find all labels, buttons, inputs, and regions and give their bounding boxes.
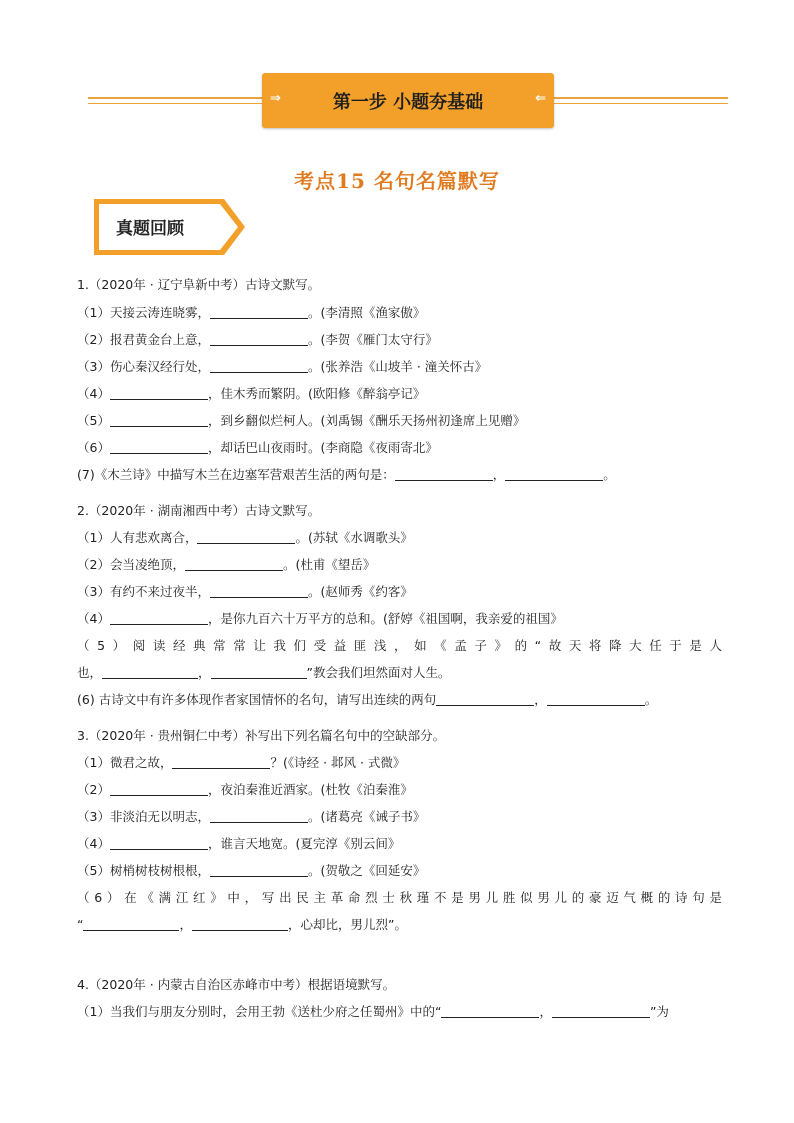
item-text: “ <box>77 917 84 932</box>
item-text: 报君黄金台上意， <box>109 332 210 347</box>
item-text: ， <box>198 665 211 680</box>
item-text: 。(诸葛亮《诫子书》 <box>307 809 426 824</box>
section-tag <box>92 197 247 257</box>
item-text: 在《满江红》中，写出民主革命烈士秋瑾不是男儿胜似男儿的豪迈气概的诗句是 <box>124 890 722 905</box>
item-text: ，心却比，男儿烈”。 <box>288 917 407 932</box>
answer-blank[interactable] <box>192 917 288 931</box>
question-3-item-6-line-2 <box>77 915 407 933</box>
page-title: 考点15 名句名篇默写 <box>294 169 500 193</box>
item-number: (6) <box>77 692 95 707</box>
item-text: 。(贺敬之《回延安》 <box>307 863 426 878</box>
right-arrow-icon: ⇒ <box>270 91 281 106</box>
banner-rule-right <box>552 97 728 99</box>
item-number: （5） <box>77 638 133 653</box>
left-arrow-icon: ⇐ <box>535 91 546 106</box>
question-2-item-5-line-2 <box>77 663 451 681</box>
answer-blank[interactable] <box>441 1004 539 1018</box>
item-text: ，谁言天地宽。(夏完淳《别云间》 <box>207 836 401 851</box>
question-2-item-6 <box>77 690 657 708</box>
answer-blank[interactable] <box>197 530 295 544</box>
item-number: （2） <box>77 557 110 572</box>
item-text: ， <box>539 1004 552 1019</box>
item-text: 。(李贺《雁门太守行》 <box>307 332 438 347</box>
answer-blank[interactable] <box>395 467 493 481</box>
banner-rule-right-thin <box>552 103 728 104</box>
answer-blank[interactable] <box>83 917 179 931</box>
item-number: （3） <box>77 359 110 374</box>
item-text: ”为 <box>649 1004 669 1019</box>
answer-blank[interactable] <box>211 665 307 679</box>
question-1-item-2 <box>77 330 438 348</box>
item-number: （6） <box>77 440 110 455</box>
item-text: 会当凌绝顶， <box>109 557 185 572</box>
question-4-item-1 <box>77 1002 669 1020</box>
item-text: 伤心秦汉经行处， <box>109 359 210 374</box>
item-number: （4） <box>77 611 110 626</box>
item-text: 非淡泊无以明志， <box>109 809 210 824</box>
item-text: 。(张养浩《山坡羊 · 潼关怀古》 <box>307 359 488 374</box>
question-1-item-7 <box>77 465 616 483</box>
item-text: 微君之故， <box>109 755 173 770</box>
question-3-header: 3.（2020年 · 贵州铜仁中考）补写出下列名篇名句中的空缺部分。 <box>77 728 446 743</box>
item-text: ， <box>179 917 192 932</box>
banner-rule-left-thin <box>88 103 264 104</box>
answer-blank[interactable] <box>110 440 208 454</box>
item-number: （3） <box>77 584 110 599</box>
question-3-item-5 <box>77 861 425 879</box>
item-number: （2） <box>77 332 110 347</box>
question-2-item-5-line-1 <box>77 636 722 654</box>
item-number: （4） <box>77 836 110 851</box>
item-text: 有约不来过夜半， <box>109 584 210 599</box>
answer-blank[interactable] <box>210 305 308 319</box>
item-number: （6） <box>77 890 125 905</box>
item-text: 。(苏轼《水调歌头》 <box>295 530 413 545</box>
item-text: ，是你九百六十万平方的总和。(舒婷《祖国啊，我亲爱的祖国》 <box>207 611 563 626</box>
answer-blank[interactable] <box>505 467 603 481</box>
question-1-item-6 <box>77 438 438 456</box>
answer-blank[interactable] <box>102 665 198 679</box>
question-4-header: 4.（2020年 · 内蒙古自治区赤峰市中考）根据语境默写。 <box>77 977 396 992</box>
item-text: 。 <box>644 692 658 707</box>
banner-rule-left <box>88 97 264 99</box>
item-number: （3） <box>77 809 110 824</box>
item-text: 。 <box>603 467 616 482</box>
item-text: ？(《诗经 · 邶风 · 式微》 <box>270 755 406 770</box>
item-number: （1） <box>77 305 110 320</box>
item-text: ，却话巴山夜雨时。(李商隐《夜雨寄北》 <box>207 440 438 455</box>
item-text: 当我们与朋友分别时，会用王勃《送杜少府之任蜀州》中的“ <box>109 1004 442 1019</box>
banner <box>262 73 554 128</box>
item-text: 。(杜甫《望岳》 <box>282 557 376 572</box>
item-text: ， <box>534 692 547 707</box>
question-3-item-6-line-1 <box>77 888 722 906</box>
item-text: 。(李清照《渔家傲》 <box>307 305 426 320</box>
item-text: 阅读经典常常让我们受益匪浅，如《孟子》的“故天将降大任于是人 <box>132 638 723 653</box>
item-text: ， <box>492 467 506 482</box>
item-number: （5） <box>77 413 110 428</box>
question-1-header: 1.（2020年 · 辽宁阜新中考）古诗文默写。 <box>77 277 321 292</box>
question-1-item-3 <box>77 357 487 375</box>
question-2-item-4 <box>77 609 563 627</box>
question-3-item-2 <box>77 780 413 798</box>
item-text: 天接云涛连晓雾， <box>109 305 210 320</box>
question-1-item-1 <box>77 303 425 321</box>
item-number: （1） <box>77 755 110 770</box>
item-number: （1） <box>77 1004 110 1019</box>
answer-blank[interactable] <box>210 809 308 823</box>
item-text: 树梢树枝树根根， <box>109 863 210 878</box>
answer-blank[interactable] <box>110 782 208 796</box>
question-2-item-1 <box>77 528 413 546</box>
item-text: 也， <box>77 665 103 680</box>
item-number: （1） <box>77 530 110 545</box>
question-2-item-3 <box>77 582 413 600</box>
answer-blank[interactable] <box>547 692 645 706</box>
item-text: ，佳木秀而繁阴。(欧阳修《醉翁亭记》 <box>207 386 426 401</box>
answer-blank[interactable] <box>210 359 308 373</box>
answer-blank[interactable] <box>110 413 208 427</box>
item-text: 《木兰诗》中描写木兰在边塞军营艰苦生活的两句是： <box>94 467 395 482</box>
question-3-item-3 <box>77 807 425 825</box>
item-text: ，到乡翻似烂柯人。(刘禹锡《酬乐天扬州初逢席上见赠》 <box>207 413 526 428</box>
item-text: ，夜泊秦淮近酒家。(杜牧《泊秦淮》 <box>207 782 413 797</box>
question-1-item-4 <box>77 384 425 402</box>
item-number: （4） <box>77 386 110 401</box>
question-2-item-2 <box>77 555 375 573</box>
banner-title: 第一步 小题夯基础 <box>332 91 484 113</box>
item-number: （5） <box>77 863 110 878</box>
answer-blank[interactable] <box>210 584 308 598</box>
item-text: 古诗文中有许多体现作者家国情怀的名句，请写出连续的两句 <box>94 692 437 707</box>
item-number: (7) <box>77 467 95 482</box>
question-3-item-1 <box>77 753 405 771</box>
answer-blank[interactable] <box>110 836 208 850</box>
answer-blank[interactable] <box>172 755 270 769</box>
answer-blank[interactable] <box>210 332 308 346</box>
item-text: ”教会我们坦然面对人生。 <box>306 665 451 680</box>
item-text: 人有悲欢离合， <box>109 530 198 545</box>
item-number: （2） <box>77 782 110 797</box>
question-3-item-4 <box>77 834 400 852</box>
answer-blank[interactable] <box>210 863 308 877</box>
answer-blank[interactable] <box>110 611 208 625</box>
answer-blank[interactable] <box>110 386 208 400</box>
question-1-item-5 <box>77 411 525 429</box>
section-tag-label: 真题回顾 <box>116 219 184 239</box>
item-text: 。(赵师秀《约客》 <box>307 584 413 599</box>
answer-blank[interactable] <box>185 557 283 571</box>
answer-blank[interactable] <box>436 692 534 706</box>
question-2-header: 2.（2020年 · 湖南湘西中考）古诗文默写。 <box>77 503 321 518</box>
answer-blank[interactable] <box>552 1004 650 1018</box>
